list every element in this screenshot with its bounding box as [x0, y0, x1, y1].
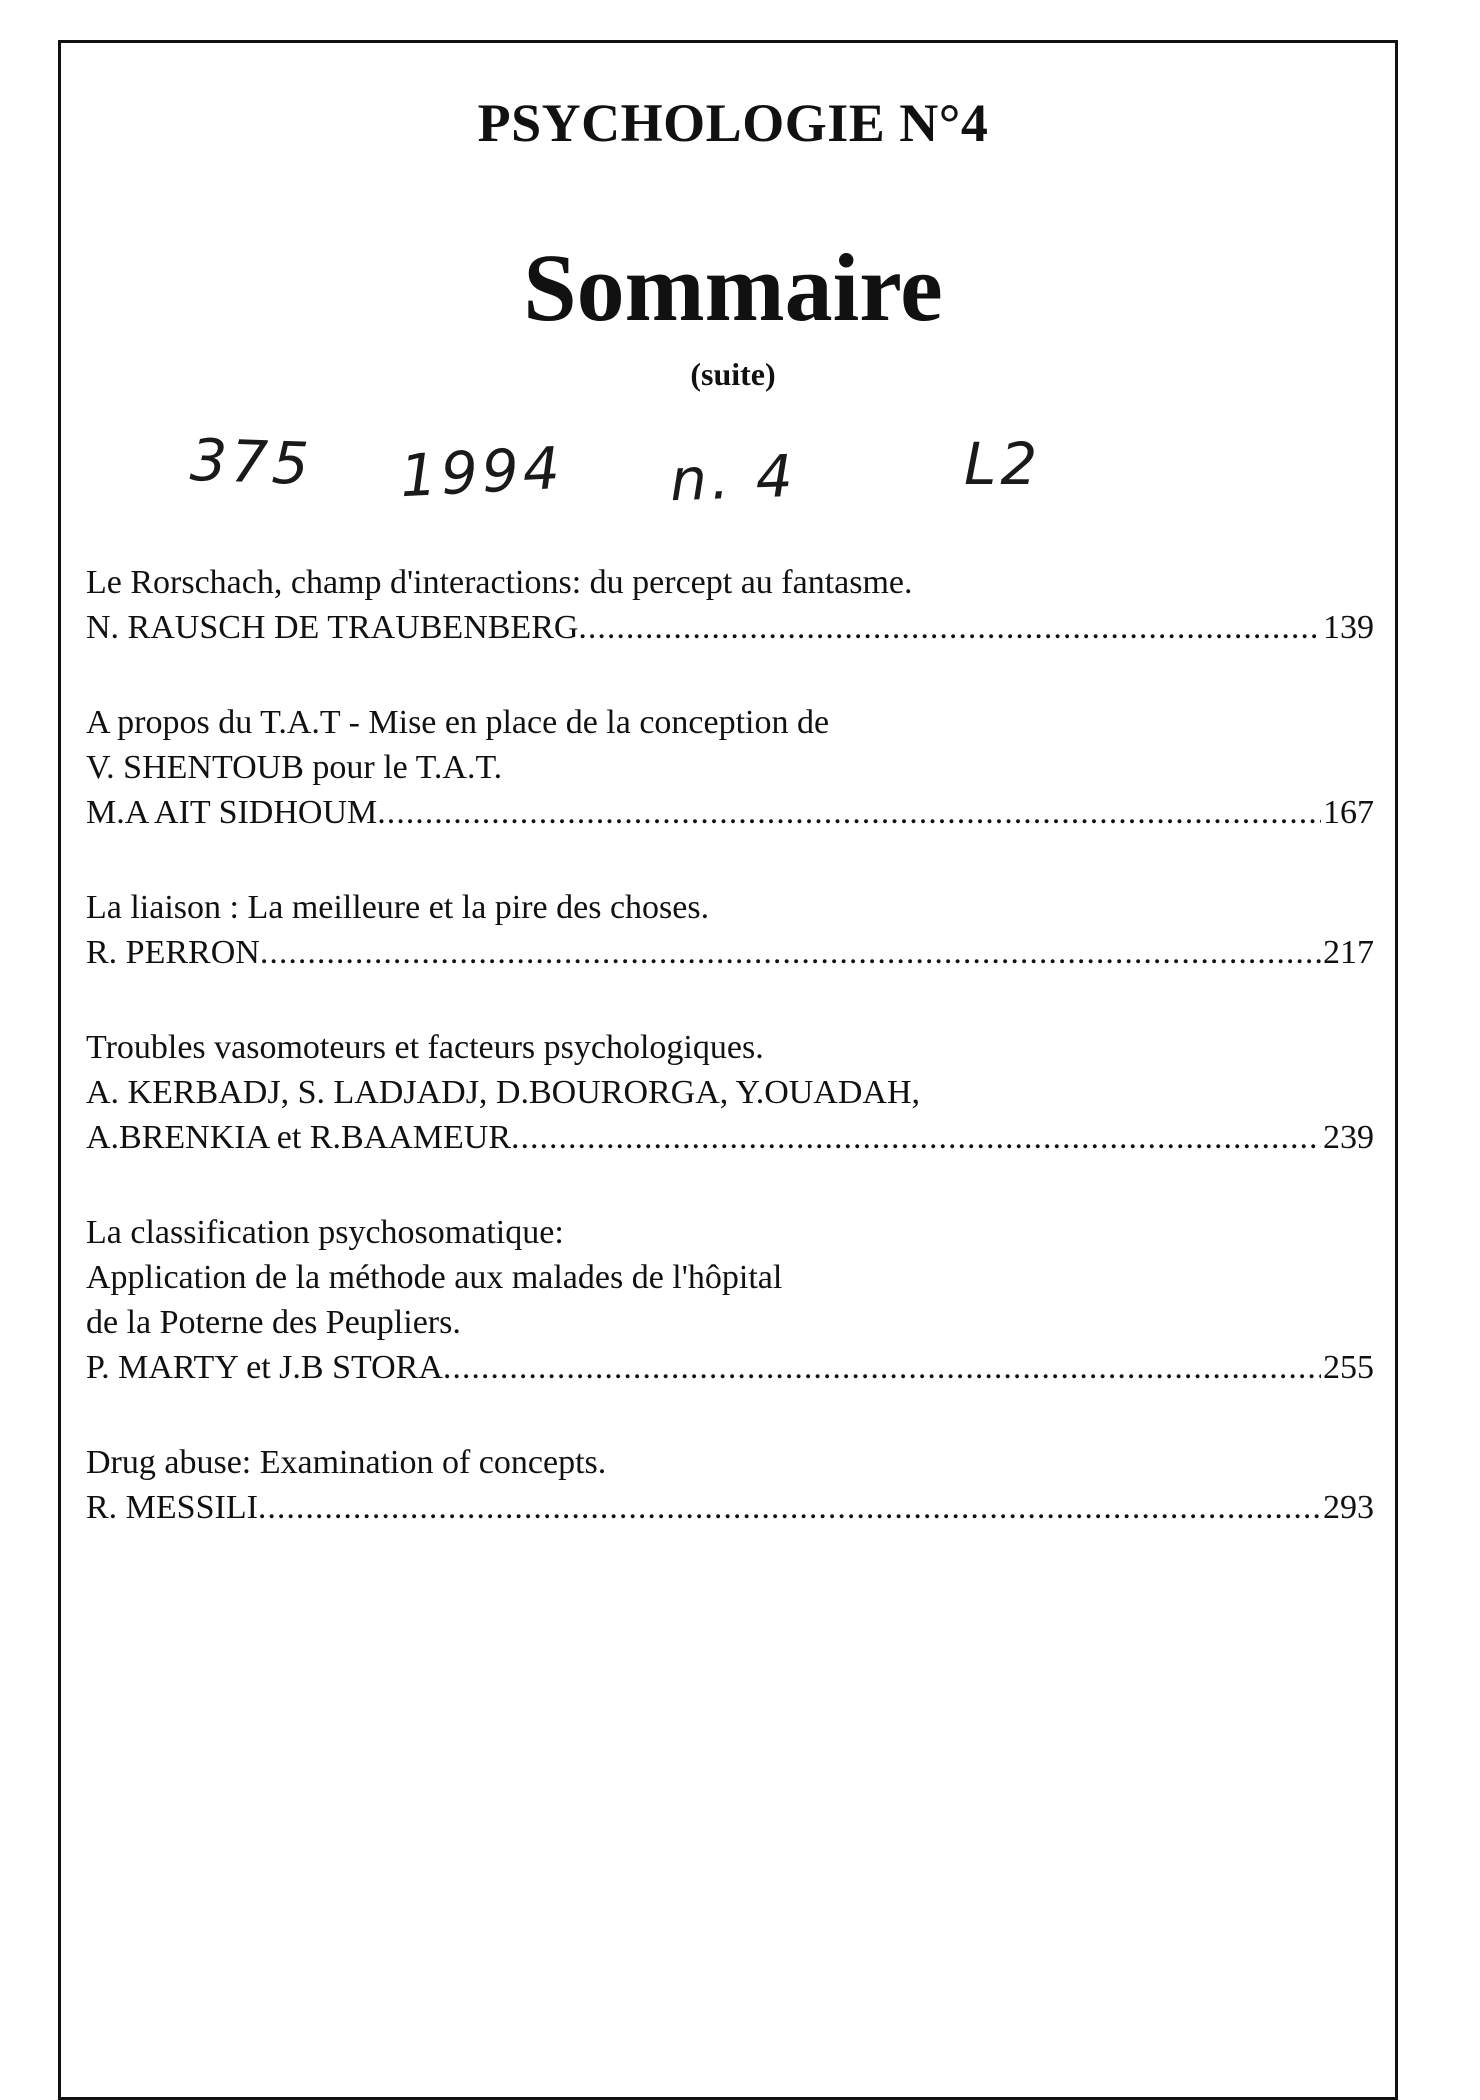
toc-authors: N. RAUSCH DE TRAUBENBERG	[86, 609, 579, 646]
toc-entry[interactable]	[86, 1440, 1374, 1530]
toc-title: Drug abuse: Examination of concepts.	[86, 1444, 607, 1481]
toc-dot-leader	[511, 1115, 1321, 1160]
toc-entry[interactable]	[86, 700, 1374, 835]
toc-dot-leader	[377, 790, 1321, 835]
handwritten-call-number	[0, 425, 1480, 538]
toc-title: V. SHENTOUB pour le T.A.T.	[86, 749, 503, 786]
toc-author-line	[86, 790, 1374, 835]
toc-title: A propos du T.A.T - Mise en place de la conception de	[86, 704, 830, 741]
toc-title: Troubles vasomoteurs et facteurs psychologiques.	[86, 1029, 764, 1066]
toc-page-number: 255	[1323, 1349, 1374, 1386]
handwritten-copy: L2	[964, 430, 1042, 498]
toc-title: A. KERBADJ, S. LADJADJ, D.BOURORGA, Y.OUADAH,	[86, 1074, 921, 1111]
toc-title: Application de la méthode aux malades de l'hôpital	[86, 1259, 783, 1296]
journal-title: PSYCHOLOGIE N°4	[477, 93, 989, 153]
toc-page-number: 239	[1323, 1119, 1374, 1156]
toc-page-number: 293	[1323, 1489, 1374, 1526]
heading-note: (suite)	[690, 356, 776, 392]
handwritten-issue: n. 4	[668, 441, 798, 515]
toc-authors: P. MARTY et J.B STORA	[86, 1349, 443, 1386]
toc-author-line	[86, 1345, 1374, 1390]
page-heading: Sommaire	[523, 234, 943, 341]
toc-entry[interactable]	[86, 885, 1374, 975]
toc-page-number: 139	[1323, 609, 1374, 646]
toc-title: de la Poterne des Peupliers.	[86, 1304, 461, 1341]
toc-authors: R. PERRON	[86, 934, 260, 971]
toc-entry[interactable]	[86, 1210, 1374, 1390]
toc-dot-leader	[258, 1485, 1321, 1530]
toc-author-line	[86, 930, 1374, 975]
toc-title: La classification psychosomatique:	[86, 1214, 564, 1251]
handwritten-year: 1994	[398, 433, 566, 511]
toc-authors: M.A AIT SIDHOUM	[86, 794, 378, 831]
toc-author-line	[86, 1115, 1374, 1160]
toc-authors: A.BRENKIA et R.BAAMEUR	[86, 1119, 512, 1156]
toc-page-number: 217	[1323, 934, 1374, 971]
toc-entry[interactable]	[86, 560, 1374, 650]
toc-authors: R. MESSILI	[86, 1489, 258, 1526]
toc-page-number: 167	[1323, 794, 1374, 831]
toc-title: La liaison : La meilleure et la pire des choses.	[86, 889, 710, 926]
toc-dot-leader	[578, 605, 1321, 650]
toc-title: Le Rorschach, champ d'interactions: du percept au fantasme.	[86, 564, 913, 601]
toc-dot-leader	[260, 930, 1321, 975]
toc-author-line	[86, 1485, 1374, 1530]
table-of-contents	[86, 560, 1374, 1580]
toc-entry[interactable]	[86, 1025, 1374, 1160]
handwritten-shelf-code: 375	[188, 425, 314, 499]
toc-dot-leader	[443, 1345, 1321, 1390]
toc-author-line	[86, 605, 1374, 650]
